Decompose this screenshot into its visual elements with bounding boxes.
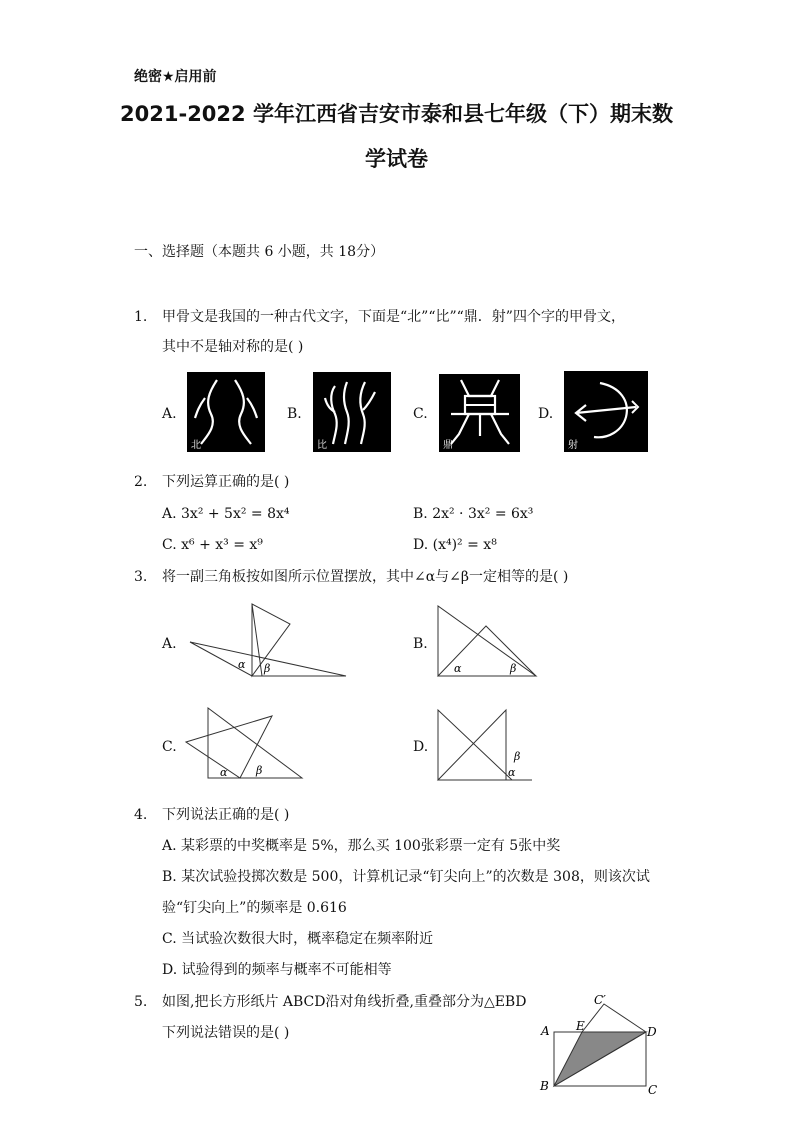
page-title-line2: 学试卷 <box>365 147 428 171</box>
q1-line2: 其中不是轴对称的是( ) <box>162 339 304 355</box>
q5-line1: 如图,把长方形纸片 ABCD沿对角线折叠,重叠部分为△EBD <box>162 994 527 1010</box>
q2-option-b: B. 2x² · 3x² = 6x³ <box>413 506 534 522</box>
q1-option-b-label: B. <box>287 406 302 422</box>
alpha-label: α <box>238 658 246 671</box>
alpha-label: α <box>220 766 228 779</box>
q1-option-d-label: D. <box>538 406 554 422</box>
q4-option-c: C. 当试验次数很大时，概率稳定在频率附近 <box>162 931 434 947</box>
q3-option-a-label: A. <box>162 636 177 652</box>
q2-stem: 下列运算正确的是( ) <box>162 474 290 490</box>
caption-bei: 北 <box>191 440 201 451</box>
q4-option-b-line2: 验“钉尖向上”的频率是 0.616 <box>162 900 347 916</box>
q2-option-a: A. 3x² + 5x² = 8x⁴ <box>162 506 290 522</box>
q3-stem: 将一副三角板按如图所示位置摆放，其中∠α与∠β一定相等的是( ) <box>162 569 569 585</box>
oracle-bi-icon <box>313 372 391 452</box>
q4-number: 4. <box>134 807 148 823</box>
q4-option-b-line1: B. 某次试验投掷次数是 500，计算机记录“钉尖向上”的次数是 308，则该次试 <box>162 869 650 885</box>
label-C-prime: C′ <box>594 993 606 1007</box>
q1-option-a-label: A. <box>162 406 177 422</box>
q3-option-b-label: B. <box>413 636 428 652</box>
beta-label: β <box>514 750 521 763</box>
q5-number: 5. <box>134 994 148 1010</box>
label-B: B <box>540 1079 549 1093</box>
page-title-line1: 2021-2022 学年江西省吉安市泰和县七年级（下）期末数 <box>120 102 673 126</box>
secret-label: 绝密★启用前 <box>134 69 217 85</box>
q2-option-d: D. (x⁴)² = x⁸ <box>413 537 497 553</box>
q1-line1: 甲骨文是我国的一种古代文字，下面是“北”“比”“鼎．射”四个字的甲骨文， <box>162 309 625 325</box>
caption-ding: 鼎 <box>443 440 453 451</box>
q2-number: 2. <box>134 474 148 490</box>
q1-oracle-she-image <box>564 371 648 452</box>
q4-stem: 下列说法正确的是( ) <box>162 807 290 823</box>
beta-label: β <box>256 764 263 777</box>
label-D: D <box>647 1025 657 1039</box>
q3-figure-d <box>434 706 536 784</box>
q1-option-c-label: C. <box>413 406 428 422</box>
q2-option-c: C. x⁶ + x³ = x⁹ <box>162 537 263 553</box>
section-heading: 一、选择题（本题共 6 小题，共 18分） <box>134 244 385 260</box>
q5-line2: 下列说法错误的是( ) <box>162 1025 290 1041</box>
oracle-bei-icon <box>187 372 265 452</box>
q4-option-a: A. 某彩票的中奖概率是 5%，那么买 100张彩票一定有 5张中奖 <box>162 838 561 854</box>
label-A: A <box>541 1024 550 1038</box>
label-E: E <box>576 1019 585 1033</box>
q3-figure-b <box>434 602 540 680</box>
caption-she: 射 <box>568 440 578 451</box>
beta-label: β <box>264 662 271 675</box>
q3-figure-c <box>180 704 306 782</box>
oracle-she-icon <box>564 371 648 452</box>
label-C: C <box>648 1083 658 1097</box>
q3-option-d-label: D. <box>413 739 429 755</box>
oracle-ding-icon <box>439 374 520 452</box>
q5-figure <box>536 990 666 1098</box>
q1-oracle-bei-image <box>187 372 265 452</box>
q1-oracle-ding-image <box>439 374 520 452</box>
q3-figure-a <box>180 600 352 682</box>
q3-number: 3. <box>134 569 148 585</box>
q1-number: 1. <box>134 309 148 325</box>
q1-oracle-bi-image <box>313 372 391 452</box>
q4-option-d: D. 试验得到的频率与概率不可能相等 <box>162 962 392 978</box>
beta-label: β <box>510 662 517 675</box>
q3-option-c-label: C. <box>162 739 177 755</box>
caption-bi: 比 <box>317 440 327 451</box>
alpha-label: α <box>508 766 516 779</box>
alpha-label: α <box>454 662 462 675</box>
